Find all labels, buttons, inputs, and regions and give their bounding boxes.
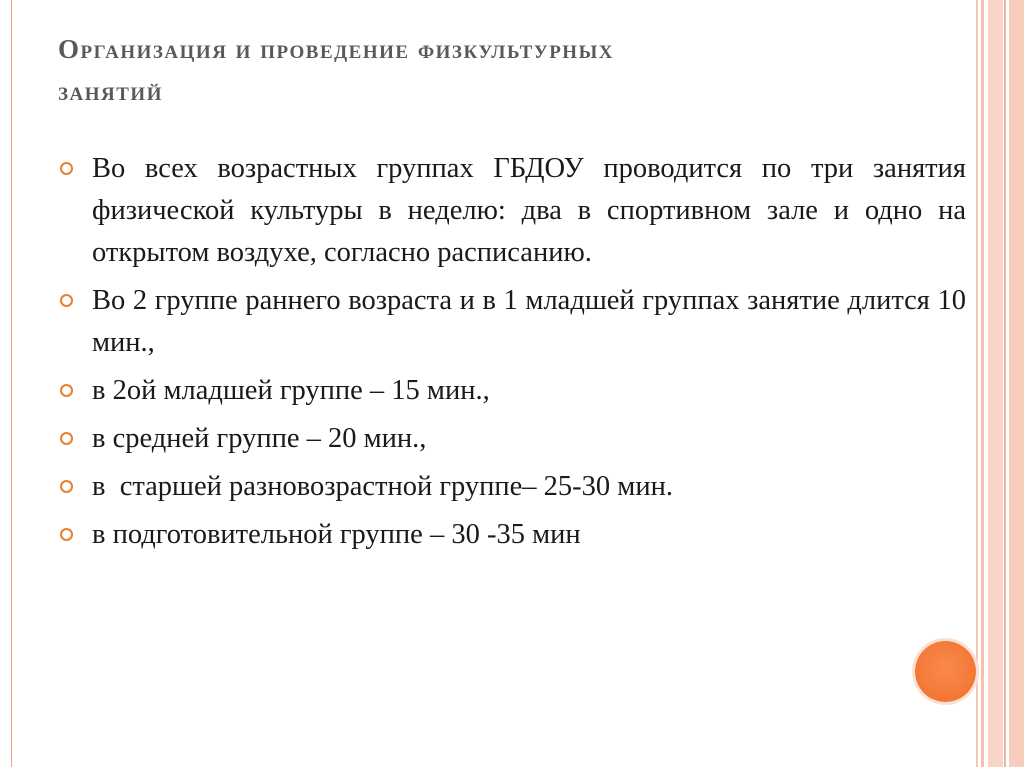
slide-title [58,28,958,112]
ring-bullet-icon [60,162,73,175]
slide-title-line-2: занятий [58,76,163,106]
list-item [60,370,966,412]
ring-bullet-icon [60,384,73,397]
list-item-text: Во всех возрастных группах ГБДОУ проводится по три занятия физической культуры в неделю: два в спортивном зале и одно на открытом воздухе, согласно расписанию. [92,153,966,268]
bullet-list [60,148,966,562]
ring-bullet-icon [60,528,73,541]
stripe [976,0,978,767]
left-border-line [11,0,12,767]
list-item-text: в подготовительной группе – 30 -35 мин [92,519,581,550]
stripe [1009,0,1024,767]
stripe [1004,0,1006,767]
list-item-text: в средней группе – 20 мин., [92,423,427,454]
list-item [60,514,966,556]
orange-circle-decoration [915,641,976,702]
stripe [988,0,1003,767]
list-item-text: Во 2 группе раннего возраста и в 1 младшей группах занятие длится 10 мин., [92,285,966,358]
list-item-text: в старшей разновозрастной группе– 25-30 мин. [92,471,673,502]
ring-bullet-icon [60,480,73,493]
stripe [981,0,984,767]
slide-title-line-1: Организация и проведение физкультурных [58,34,614,64]
list-item [60,466,966,508]
list-item [60,418,966,460]
right-decorative-stripes [976,0,1024,767]
ring-bullet-icon [60,294,73,307]
ring-bullet-icon [60,432,73,445]
list-item-text: в 2ой младшей группе – 15 мин., [92,375,490,406]
list-item [60,148,966,274]
list-item [60,280,966,364]
